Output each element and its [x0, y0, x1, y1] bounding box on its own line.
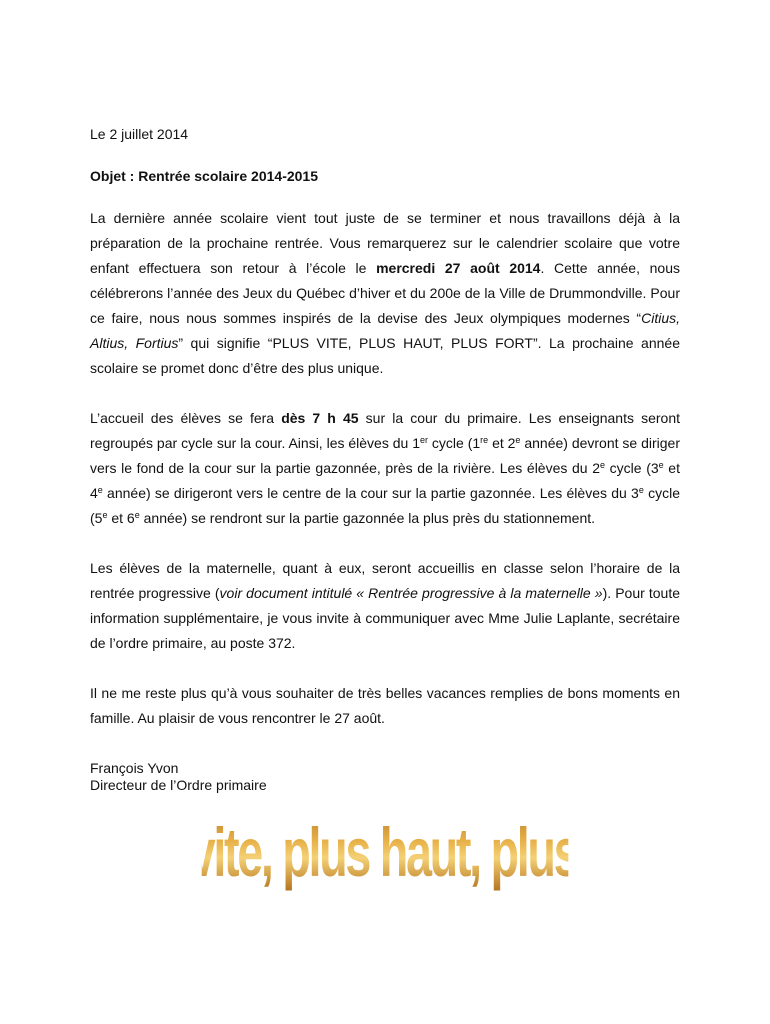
p2-text-k: et 6	[107, 510, 135, 526]
olympic-motto: Citius, Altius, Fortius	[90, 310, 680, 351]
ordinal-sup: e	[134, 510, 140, 520]
p1-text-e: ” qui signifie “PLUS VITE, PLUS HAUT, PLUS FORT”. La prochaine année scolaire se promet donc d’être des plus unique.	[90, 335, 680, 376]
p3-text-a: Les élèves de la maternelle, quant à eux, seront accueillis en classe selon l’horaire de la rentrée progressive (	[90, 560, 680, 601]
p1-text-a: La dernière année scolaire vient tout juste de se terminer et nous travaillons déjà à la préparation de la prochaine rentrée. Vous remarquerez sur le calendrier scolaire que votre enfant effectuera son retour à l’école le	[90, 210, 680, 276]
signatory-title: Directeur de l’Ordre primaire	[90, 777, 267, 793]
p3-text-c: ). Pour toute information supplémentaire, je vous invite à communiquer avec Mme Julie Laplante, secrétaire de l’ordre primaire, au poste 372.	[90, 585, 680, 651]
p2-text-g: cycle (3	[605, 460, 659, 476]
p2-text-f: année) devront se diriger vers le fond de la cour sur la partie gazonnée, près de la rivière. Les élèves du 2	[90, 435, 680, 476]
document-reference: voir document intitulé « Rentrée progressive à la maternelle »	[219, 585, 603, 601]
paragraph-closing: Il ne me reste plus qu’à vous souhaiter de très belles vacances remplies de bons moments en famille. Au plaisir de vous rencontrer le 27 août.	[90, 685, 680, 726]
ordinal-sup: er	[420, 435, 429, 445]
p2-text-i: année) se dirigeront vers le centre de la cour sur la partie gazonnée. Les élèves du 3	[102, 485, 639, 501]
p2-text-c: sur la cour du primaire. Les enseignants seront regroupés par cycle sur la cour. Ainsi, les élèves du 1	[90, 410, 680, 451]
p2-text-j: cycle (5	[90, 485, 681, 526]
letter-subject: Objet : Rentrée scolaire 2014-2015	[90, 168, 319, 184]
return-date: mercredi 27 août 2014	[376, 260, 541, 276]
motto-wordart: Plus vite, plus haut, plus fort !	[202, 798, 569, 907]
paragraph-accueil	[90, 406, 680, 531]
p2-text-e: et 2	[488, 435, 516, 451]
p2-text-d: cycle (1	[428, 435, 481, 451]
arrival-time: dès 7 h 45	[281, 410, 359, 426]
p1-text-c: . Cette année, nous célébrerons l’année des Jeux du Québec d’hiver et du 200e de la Ville de Drummondville. Pour ce faire, nous nous sommes inspirés de la devise des Jeux olympiques modernes “	[90, 260, 680, 326]
paragraph-rentree	[90, 206, 680, 381]
ordinal-sup: e	[638, 485, 644, 495]
p2-text-h: et 4	[90, 460, 680, 501]
signature-block	[90, 760, 680, 794]
p2-text-a: L’accueil des élèves se fera	[90, 410, 282, 426]
ordinal-sup: e	[102, 510, 108, 520]
ordinal-sup: e	[97, 485, 103, 495]
ordinal-sup: e	[658, 460, 664, 470]
ordinal-sup: re	[480, 435, 489, 445]
letter-date: Le 2 juillet 2014	[90, 126, 189, 142]
p2-text-l: année) se rendront sur la partie gazonnée la plus près du stationnement.	[139, 510, 596, 526]
ordinal-sup: e	[600, 460, 606, 470]
paragraph-maternelle	[90, 556, 680, 656]
ordinal-sup: e	[515, 435, 521, 445]
signatory-name: François Yvon	[90, 760, 179, 776]
